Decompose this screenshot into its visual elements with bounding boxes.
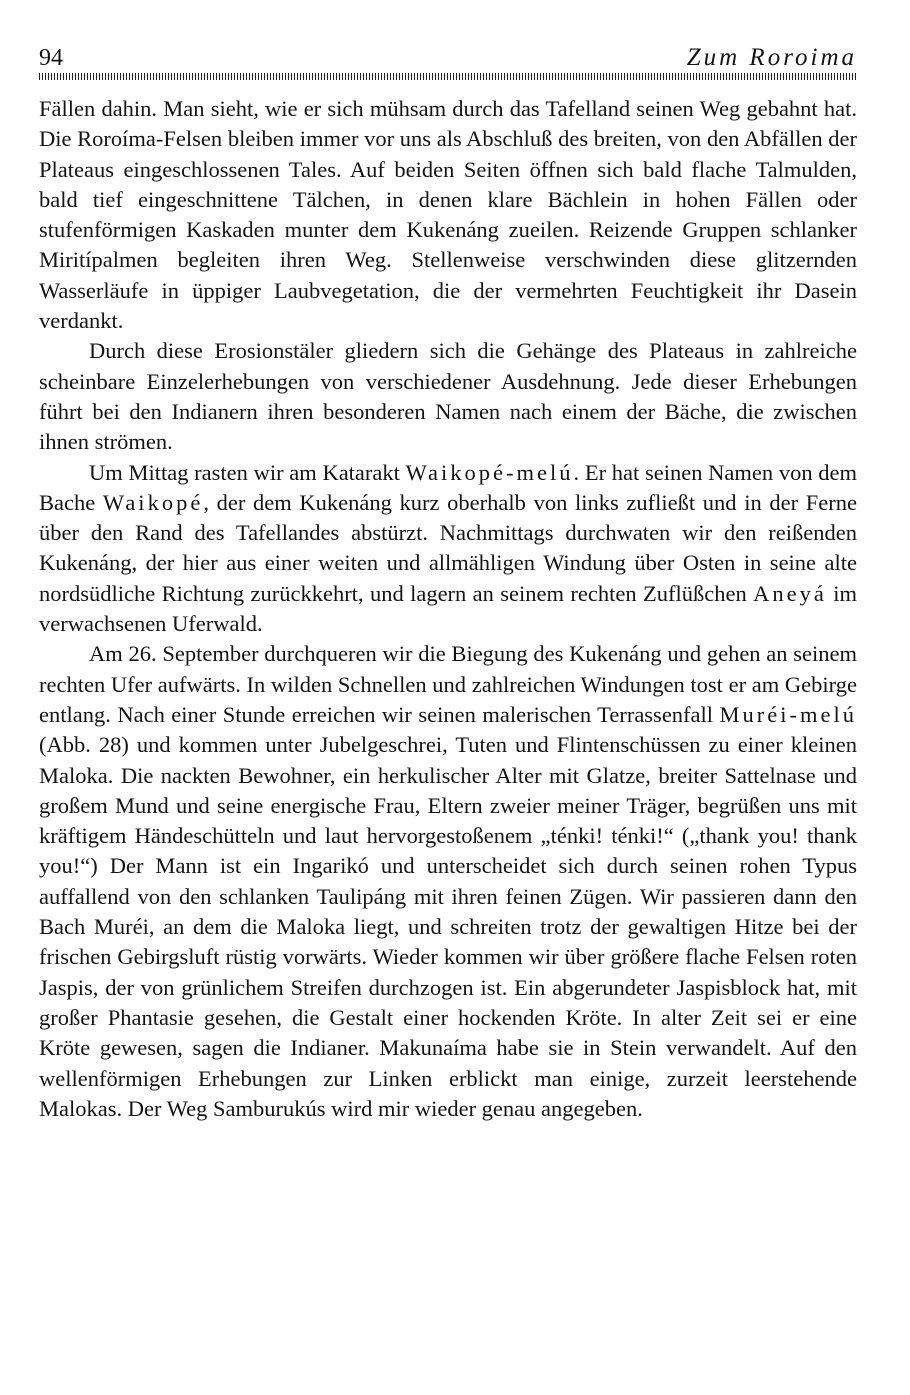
header-rule	[39, 73, 857, 80]
paragraph	[39, 458, 857, 640]
running-title: Zum Roroima	[686, 44, 857, 71]
place-name: Waikopé-melú	[405, 459, 574, 485]
paragraph-text: . Er hat seinen Namen von dem Bache	[39, 459, 858, 515]
paragraph	[39, 336, 857, 457]
paragraph-text: , der dem Kukenáng kurz oberhalb von links zufließt und in der Ferne über den Rand des Tafellandes abstürzt. Nachmittags durchwaten wir den reißenden Kukenáng, der hier aus einer weiten und allmähligen Windung über Osten in seine alte nordsüdliche Richtung zurückkehrt, und lagern an seinem rechten Zuflüßchen	[39, 489, 858, 606]
page-header	[39, 40, 857, 70]
page-number: 94	[39, 45, 63, 71]
paragraph-text: Um Mittag rasten wir am Katarakt	[89, 459, 406, 485]
place-name: Aneyá	[753, 580, 827, 606]
paragraph-text: Durch diese Erosionstäler gliedern sich die Gehänge des Plateaus in zahlreiche scheinbare Einzelerhebungen von verschiedener Ausdehnung. Jede dieser Erhebungen führt bei den Indianern ihren besonderen Namen nach einem der Bäche, die zwischen ihnen strömen.	[39, 338, 857, 455]
paragraph-text: Fällen dahin. Man sieht, wie er sich mühsam durch das Tafelland seinen Weg gebahnt hat. Die Roroíma-Felsen bleiben immer vor uns als Abschluß des breiten, von den Abfällen der Plateaus eingeschlossenen Tales. Auf beiden Seiten öffnen sich bald flache Talmulden, bald tief eingeschnittene Tälchen, in denen klare Bächlein in hohen Fällen oder stufenförmigen Kaskaden munter dem Kukenáng zueilen. Reizende Gruppen schlanker Miritípalmen begleiten ihren Weg. Stellenweise verschwinden diese glitzernden Wasserläufe in üppiger Laubvegetation, die der vermehrten Feuchtigkeit ihr Dasein verdankt.	[39, 96, 857, 334]
book-page	[39, 40, 857, 1124]
place-name: Waikopé	[102, 489, 204, 515]
paragraph	[39, 639, 857, 1124]
paragraph-text: (Abb. 28) und kommen unter Jubelgeschrei, Tuten und Flintenschüssen zu einer kleinen Maloka. Die nackten Bewohner, ein herkulischer Alter mit Glatze, breiter Sattelnase und großem Mund und seine energische Frau, Eltern zweier meiner Träger, begrüßen uns mit kräftigem Händeschütteln und laut hervorgestoßenem „ténki! ténki!“ („thank you! thank you!“) Der Mann ist ein Ingarikó und unterscheidet sich durch seinen rohen Typus auffallend von den schlanken Taulipáng mit ihren feinen Zügen. Wir passieren dann den Bach Muréi, an dem die Maloka liegt, und schreiten trotz der gewaltigen Hitze bei der frischen Gebirgsluft rüstig vorwärts. Wieder kommen wir über größere flache Felsen roten Jaspis, der von grünlichem Streifen durchzogen ist. Ein abgerundeter Jaspisblock hat, mit großer Phantasie gesehen, die Gestalt einer hockenden Kröte. In alter Zeit sei er eine Kröte gewesen, sagen die Indianer. Makunaíma habe sie in Stein verwandelt. Auf den wellenförmigen Erhebungen zur Linken erblickt man einige, zurzeit leerstehende Malokas. Der Weg Samburukús wird mir wieder genau angegeben.	[39, 732, 857, 1121]
paragraph	[39, 94, 857, 336]
paragraph-text: Am 26. September durchqueren wir die Biegung des Kukenáng und gehen an seinem rechten Ufer aufwärts. In wilden Schnellen und zahlreichen Windungen tost er am Gebirge entlang. Nach einer Stunde erreichen wir seinen malerischen Terrassenfall	[39, 641, 857, 727]
paragraph-text: im verwachsenen Uferwald.	[39, 580, 857, 637]
body-text	[39, 94, 857, 1124]
place-name: Muréi-melú	[719, 701, 857, 727]
